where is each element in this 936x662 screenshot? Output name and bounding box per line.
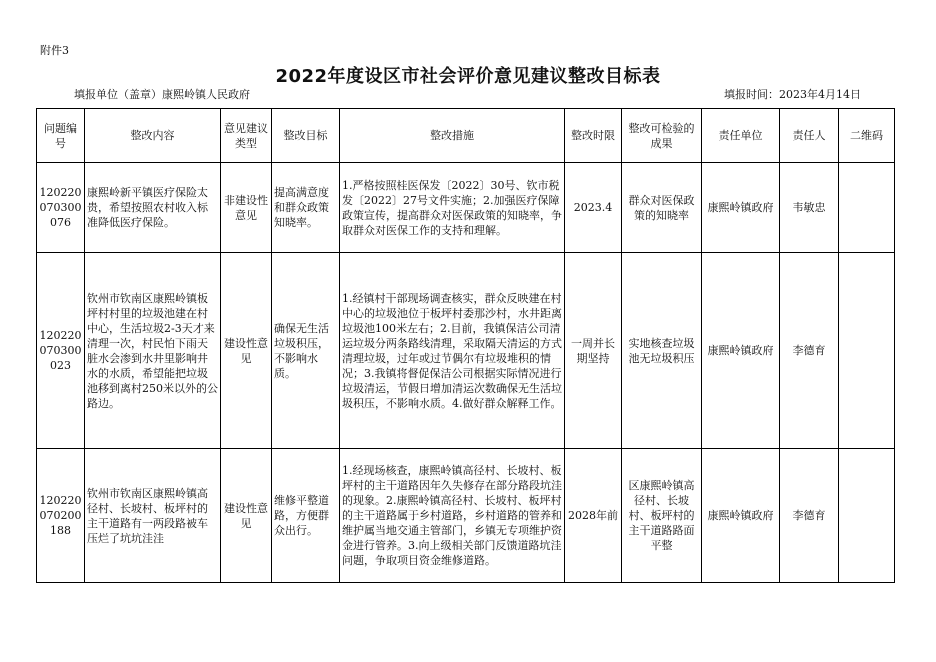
header-cell: 二维码 [839, 109, 895, 163]
goal: 提高满意度和群众政策知晓率。 [272, 163, 340, 253]
table-header-row [37, 109, 895, 163]
issue-content: 钦州市钦南区康熙岭镇高径村、长坡村、板坪村的主干道路有一两段路被车压烂了坑坑洼洼 [85, 449, 221, 583]
table-row [37, 163, 895, 253]
header-cell: 责任人 [780, 109, 839, 163]
fill-unit: 填报单位（盖章）康熙岭镇人民政府 [74, 88, 250, 101]
table-row [37, 449, 895, 583]
page-title: 2022年度设区市社会评价意见建议整改目标表 [275, 66, 661, 87]
responsible-unit: 康熙岭镇政府 [702, 253, 780, 449]
issue-id: 120220070200188 [37, 449, 85, 583]
measures: 1.经镇村干部现场调查核实，群众反映建在村中心的垃圾池位于板坪村委那沙村，水井距离垃圾池100米左右；2.目前，我镇保洁公司清运垃圾分两条路线清理，采取隔天清运的方式清理垃圾，过年或过节偶尔有垃圾堆积的情况；3.我镇将督促保洁公司根据实际情况进行垃圾清运，节假日增加清运次数确保无生活垃圾积压，不影响水质。4.做好群众解释工作。 [340, 253, 565, 449]
header-cell: 整改时限 [565, 109, 622, 163]
responsible-person: 李德育 [780, 253, 839, 449]
header-cell: 整改内容 [85, 109, 221, 163]
rectification-table [36, 108, 895, 583]
verifiable-result: 实地核查垃圾池无垃圾积压 [622, 253, 702, 449]
header-cell: 整改目标 [272, 109, 340, 163]
deadline: 2023.4 [565, 163, 622, 253]
suggestion-type: 建设性意见 [221, 253, 272, 449]
goal: 确保无生活垃圾积压，不影响水质。 [272, 253, 340, 449]
measures: 1.严格按照桂医保发〔2022〕30号、钦市税发〔2022〕27号文件实施；2.加强医疗保障政策宣传，提高群众对医保政策的知晓率，争取群众对医保工作的支持和理解。 [340, 163, 565, 253]
header-cell: 整改可检验的成果 [622, 109, 702, 163]
issue-id: 120220070300023 [37, 253, 85, 449]
qr-code [839, 253, 895, 449]
responsible-unit: 康熙岭镇政府 [702, 163, 780, 253]
attachment-label: 附件3 [40, 44, 69, 57]
suggestion-type: 非建设性意见 [221, 163, 272, 253]
issue-content: 钦州市钦南区康熙岭镇板坪村村里的垃圾池建在村中心，生活垃圾2-3天才来清理一次，村民怕下雨天脏水会渗到水井里影响井水的水质，希望能把垃圾池移到离村250米以外的公路边。 [85, 253, 221, 449]
verifiable-result: 区康熙岭镇高径村、长坡村、板坪村的主干道路路面平整 [622, 449, 702, 583]
issue-content: 康熙岭新平镇医疗保险太贵，希望按照农村收入标准降低医疗保险。 [85, 163, 221, 253]
qr-code [839, 163, 895, 253]
responsible-person: 李德育 [780, 449, 839, 583]
responsible-unit: 康熙岭镇政府 [702, 449, 780, 583]
table-row [37, 253, 895, 449]
issue-id: 120220070300076 [37, 163, 85, 253]
header-cell: 整改措施 [340, 109, 565, 163]
header-cell: 意见建议类型 [221, 109, 272, 163]
suggestion-type: 建设性意见 [221, 449, 272, 583]
qr-code [839, 449, 895, 583]
fill-time: 填报时间：2023年4月14日 [724, 88, 861, 101]
verifiable-result: 群众对医保政策的知晓率 [622, 163, 702, 253]
goal: 维修平整道路，方便群众出行。 [272, 449, 340, 583]
measures: 1.经现场核查，康熙岭镇高径村、长坡村、板坪村的主干道路因年久失修存在部分路段坑洼的现象。2.康熙岭镇高径村、长坡村、板坪村的主干道路属于乡村道路，乡村道路的管养和维护属当地交通主管部门，乡镇无专项维护资金进行管养。3.向上级相关部门反馈道路坑洼问题，争取项目资金维修道路。 [340, 449, 565, 583]
deadline: 2028年前 [565, 449, 622, 583]
header-cell: 问题编号 [37, 109, 85, 163]
header-cell: 责任单位 [702, 109, 780, 163]
deadline: 一周并长期坚持 [565, 253, 622, 449]
responsible-person: 韦敏忠 [780, 163, 839, 253]
